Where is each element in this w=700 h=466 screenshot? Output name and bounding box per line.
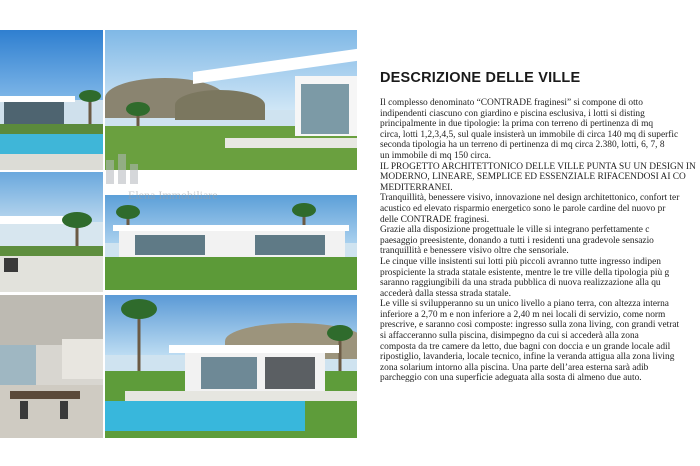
text-line: MODERNO, LINEARE, SEMPLICE ED ESSENZIALE RIFACENDOSI AI CO (380, 172, 686, 183)
text-line: zona solarium intorno alla piscina. Una parte dell’area esterna sarà adib (380, 362, 649, 373)
text-line: circa, lotti 1,2,3,4,5, sul quale insisterà un immobile di circa 140 mq di superfic (380, 129, 679, 140)
text-line: acustico ed elevato risparmio energetico sono le parole cardine del nuovo pr (380, 203, 666, 214)
text-line: prescrive, e saranno così composte: ingresso sulla zona living, con grandi vetrat (380, 320, 680, 331)
photo-villa-mountain (105, 30, 357, 170)
text-column (360, 60, 700, 460)
text-line: seconda tipologia ha un terreno di pertinenza di mq circa 2.380, lotti, 6, 7, 8 (380, 140, 665, 151)
text-line: parcheggio con una superficie adeguata alla sosta di almeno due auto. (380, 373, 642, 384)
text-line: delle CONTRADE fraginesi. (380, 214, 490, 225)
text-line: Tranquillità, benessere visivo, innovazione nel design architettonico, confort ter (380, 193, 680, 204)
photo-villa-pool-2 (105, 295, 357, 438)
text-line: saranno raggiungibili da una strada pubblica di nuova realizzazione alla qu (380, 278, 661, 289)
text-line: tranquillità e benessere visivo oltre che sensoriale. (380, 246, 569, 257)
text-line: principalmente in due tipologie: la prima con terreno di pertinenza di mq (380, 119, 654, 130)
text-line: accederà dalla stessa strada statale. (380, 288, 511, 299)
text-line: ripostiglio, lavanderia, locale tecnico, infine la veranda attigua alla zona living (380, 352, 675, 363)
text-line: paesaggio preesistente, donando a tutti i residenti una gradevole sensazio (380, 235, 654, 246)
photo-terrace (0, 172, 103, 292)
text-line: prospiciente la strada statale esistente, mentre le tre ville della tipologia più g (380, 267, 670, 278)
watermark-logo-icon (102, 150, 142, 186)
photo-interior (0, 295, 103, 438)
text-line: Il complesso denominato “CONTRADE fraginesi” si compone di otto (380, 98, 643, 108)
palm-tree (119, 299, 159, 379)
description-body (380, 98, 700, 384)
text-line: Le ville si svilupperanno su un unico livello a piano terra, con altezza interna (380, 299, 669, 310)
watermark (100, 150, 230, 210)
text-line: un immobile di mq 150 circa. (380, 150, 491, 161)
section-title: DESCRIZIONE DELLE VILLE (380, 70, 581, 86)
text-line: si affacceranno sulla piscina, disimpegno da cui si accederà alla zona (380, 331, 639, 342)
text-line: inferiore a 2,70 m e non inferiore a 2,40 m nei locali di servizio, come norm (380, 309, 666, 320)
text-line: indipendenti ciascuno con giardino e piscina esclusiva, i lotti si disting (380, 108, 645, 119)
text-line: IL PROGETTO ARCHITETTONICO DELLE VILLE PUNTA SU UN DESIGN IN (380, 161, 696, 172)
watermark-text: Elena Immobiliare (128, 188, 218, 202)
text-line: composta da tre camere da letto, due bagni con doccia e un grande locale adil (380, 341, 671, 352)
text-line: MEDITERRANEI. (380, 182, 453, 193)
text-line: Le cinque ville insistenti sui lotti più piccoli avranno tutte ingresso indipen (380, 256, 661, 267)
text-line: Grazie alla disposizione progettuale le ville si integrano perfettamente c (380, 225, 650, 236)
photo-villa-pool-1 (0, 30, 103, 170)
